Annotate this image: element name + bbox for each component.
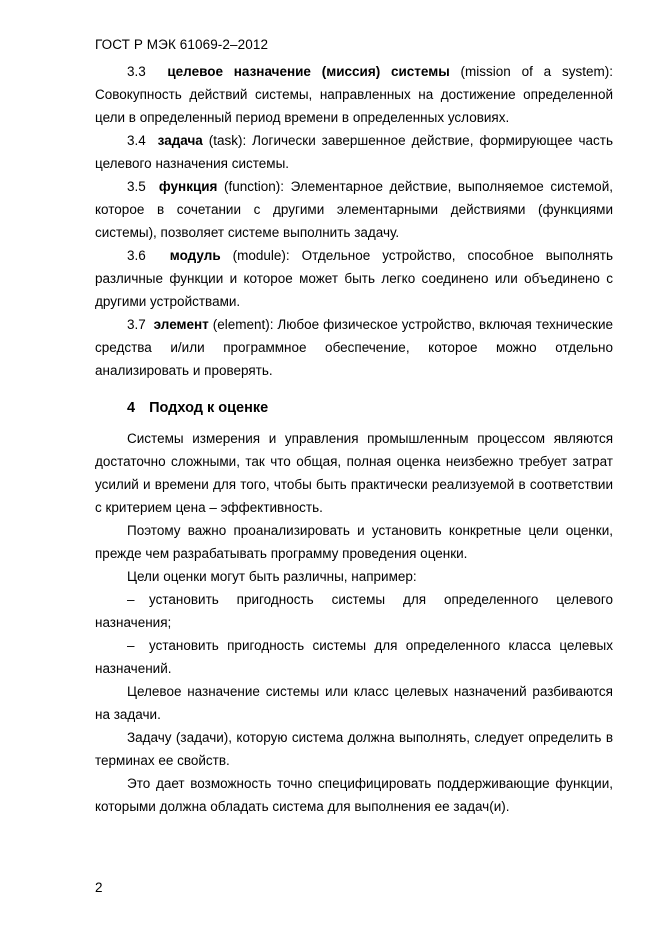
- paragraph: Целевое назначение системы или класс целевых назначений разбиваются на задачи.: [95, 684, 613, 722]
- def-number: 3.6: [127, 248, 146, 263]
- def-text: (task): Логически завершенное действие, формирующее часть целевого назначения системы.: [95, 133, 613, 171]
- def-term: задача: [157, 133, 203, 148]
- def-text: (module): Отдельное устройство, способное выполнять различные функции и которое может быть легко соединено или объединено с другими устройствами.: [95, 248, 613, 309]
- document-body: [95, 60, 613, 818]
- list-item-text: установить пригодность системы для определенного класса целевых назначений.: [95, 638, 613, 676]
- def-number: 3.5: [127, 179, 146, 194]
- paragraph: Это дает возможность точно специфицировать поддерживающие функции, которыми должна обладать система для выполнения ее задач(и).: [95, 776, 613, 814]
- def-term: функция: [158, 179, 218, 194]
- list-item: [95, 588, 613, 634]
- def-text: (element): Любое физическое устройство, включая технические средства и/или программное обеспечение, которое можно отдельно анализировать и проверять.: [95, 317, 613, 378]
- def-number: 3.7: [127, 317, 146, 332]
- def-text: (mission of a system): Совокупность действий системы, направленных на достижение определенной цели в определенный период времени в определенных условиях.: [95, 64, 613, 125]
- definition-3-4: [95, 129, 613, 175]
- section-number: 4: [127, 400, 136, 416]
- section-title: Подход к оценке: [149, 400, 269, 416]
- document-header: ГОСТ Р МЭК 61069-2–2012: [95, 37, 269, 52]
- section-heading: [127, 397, 613, 420]
- list-item: [95, 634, 613, 680]
- paragraph: Цели оценки могут быть различны, например:: [127, 569, 417, 584]
- def-term: целевое назначение (миссия) системы: [167, 64, 450, 79]
- page-number: 2: [95, 880, 103, 895]
- definition-3-5: [95, 175, 613, 244]
- list-dash: –: [127, 638, 135, 653]
- def-number: 3.3: [127, 64, 146, 79]
- paragraph: Поэтому важно проанализировать и установить конкретные цели оценки, прежде чем разрабатывать программу проведения оценки.: [95, 523, 613, 561]
- definition-3-7: [95, 313, 613, 382]
- definition-3-3: [95, 60, 613, 129]
- def-number: 3.4: [127, 133, 146, 148]
- def-term: элемент: [153, 317, 209, 332]
- paragraph: Задачу (задачи), которую система должна выполнять, следует определить в терминах ее свойств.: [95, 730, 613, 768]
- list-item-text: установить пригодность системы для определенного целевого назначения;: [95, 592, 613, 630]
- def-term: модуль: [169, 248, 221, 263]
- def-text: (function): Элементарное действие, выполняемое системой, которое в сочетании с другими элементарными действиями (функциями системы), позволяет системе выполнить задачу.: [95, 179, 613, 240]
- definition-3-6: [95, 244, 613, 313]
- paragraph: Системы измерения и управления промышленным процессом являются достаточно сложными, так что общая, полная оценка неизбежно требует затрат усилий и времени для того, чтобы быть практически реализуемой в соответствии с критерием цена – эффективность.: [95, 431, 613, 515]
- list-dash: –: [127, 592, 135, 607]
